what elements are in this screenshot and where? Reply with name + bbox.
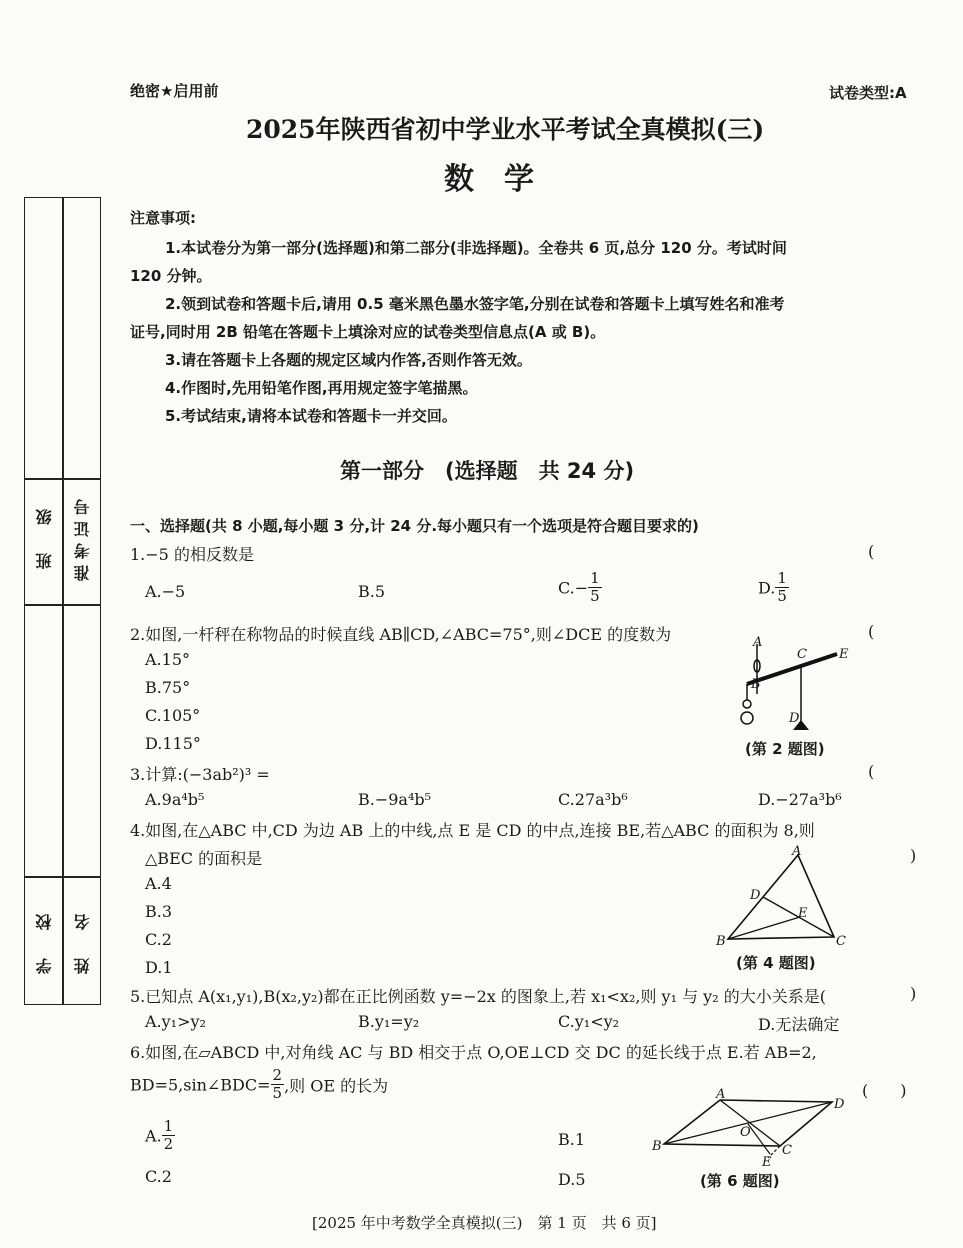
- q1-option-d: D. $\frac{1}{5}$: [758, 569, 787, 606]
- binding-line-3: [25, 876, 100, 878]
- subject-title: 数 学: [444, 162, 534, 197]
- q4-stem-line1: 4.如图,在△ABC 中,CD 为边 AB 上的中线,点 E 是 CD 的中点,连接 BE,若△ABC 的面积为 8,则: [130, 821, 815, 840]
- q6-option-b: B.1: [558, 1130, 586, 1149]
- q6-option-c: C.2: [145, 1167, 172, 1186]
- notice-line-5: 3.请在答题卡上各题的规定区域内作答,否则作答无效。: [165, 351, 532, 369]
- q1-option-a: A.−5: [145, 582, 186, 601]
- paper-type: 试卷类型:A: [829, 84, 907, 102]
- q2-label-d: D: [789, 711, 800, 726]
- q5-option-d: D.无法确定: [758, 1015, 840, 1034]
- q6-stem-line1: 6.如图,在▱ABCD 中,对角线 AC 与 BD 相交于点 O,OE⊥CD 交 DC 的延长线于点 E.若 AB=2,: [130, 1043, 817, 1062]
- q6-label-e: E: [762, 1155, 772, 1168]
- notice-heading: 注意事项:: [130, 209, 196, 227]
- q5-option-c: C.y₁<y₂: [558, 1012, 620, 1031]
- q2-option-b: B.75°: [145, 678, 191, 697]
- binding-line-2: [25, 604, 100, 606]
- q4-label-a: A: [792, 844, 802, 859]
- q3-stem: 3.计算:(−3ab²)³ =: [130, 765, 270, 784]
- q6-label-c: C: [782, 1143, 792, 1158]
- binding-line-1: [25, 478, 100, 480]
- q4-label-e: E: [798, 906, 808, 921]
- notice-line-7: 5.考试结束,请将本试卷和答题卡一并交回。: [165, 407, 457, 425]
- exam-number-label: 准考证号: [73, 493, 92, 581]
- notice-line-6: 4.作图时,先用铅笔作图,再用规定签字笔描黑。: [165, 379, 478, 397]
- q2-option-c: C.105°: [145, 706, 201, 725]
- q2-scale-figure: [735, 632, 860, 737]
- q5-stem: 5.已知点 A(x₁,y₁),B(x₂,y₂)都在正比例函数 y=−2x 的图象上,若 x₁<x₂,则 y₁ 与 y₂ 的大小关系是(: [130, 987, 826, 1006]
- q4-label-b: B: [716, 934, 726, 949]
- q4-option-c: C.2: [145, 930, 172, 949]
- q2-option-a: A.15°: [145, 650, 190, 669]
- exam-title: 2025年陕西省初中学业水平考试全真模拟(三): [246, 115, 765, 144]
- section-heading: 一、选择题(共 8 小题,每小题 3 分,计 24 分.每小题只有一个选项是符合题目要求的): [130, 517, 699, 535]
- q2-label-b: B: [751, 677, 761, 692]
- page-footer: [2025 年中考数学全真模拟(三) 第 1 页 共 6 页]: [312, 1214, 657, 1232]
- q4-paren: ): [910, 846, 917, 865]
- q4-triangle: [728, 855, 834, 939]
- q6-label-a: A: [716, 1088, 726, 1102]
- q4-stem-line2: △BEC 的面积是: [145, 849, 263, 868]
- q6-label-o: O: [740, 1125, 751, 1140]
- q5-paren: ): [910, 984, 917, 1003]
- notice-line-1: 1.本试卷分为第一部分(选择题)和第二部分(非选择题)。全卷共 6 页,总分 120 分。考试时间: [165, 239, 787, 257]
- q1-option-b: B.5: [358, 582, 386, 601]
- q2-caption: (第 2 题图): [745, 740, 825, 758]
- q4-label-c: C: [836, 934, 846, 949]
- q1-stem: 1.−5 的相反数是: [130, 545, 254, 564]
- q3-option-a: A.9a⁴b⁵: [145, 790, 205, 809]
- q2-stem: 2.如图,一杆秤在称物品的时候直线 AB∥CD,∠ABC=75°,则∠DCE 的度数为: [130, 625, 672, 644]
- q1-option-c: C.− $\frac{1}{5}$: [558, 569, 600, 606]
- q6-label-d: D: [834, 1097, 845, 1112]
- notice-line-2: 120 分钟。: [130, 267, 212, 285]
- q2-option-d: D.115°: [145, 734, 201, 753]
- class-label: 班 级: [35, 503, 54, 569]
- q4-option-b: B.3: [145, 902, 173, 921]
- q6-paren: ( ): [862, 1081, 907, 1100]
- q6-stem-line2: BD=5,sin∠BDC= $\frac{2}{5}$ ,则 OE 的长为: [130, 1066, 389, 1103]
- binding-divider: [62, 198, 64, 1004]
- q4-option-d: D.1: [145, 958, 173, 977]
- q3-option-d: D.−27a³b⁶: [758, 790, 842, 809]
- q4-option-a: A.4: [145, 874, 172, 893]
- q6-label-b: B: [652, 1139, 662, 1154]
- name-label: 姓 名: [73, 908, 92, 974]
- q6-option-a: A. $\frac{1}{2}$: [145, 1117, 174, 1154]
- q6-parallelogram-figure: [650, 1088, 850, 1168]
- q1-paren: (: [868, 542, 875, 561]
- notice-line-4: 证号,同时用 2B 铅笔在答题卡上填涂对应的试卷类型信息点(A 或 B)。: [130, 323, 606, 341]
- q3-paren: (: [868, 762, 875, 781]
- secret-mark: 绝密★启用前: [130, 82, 219, 100]
- q2-paren: (: [868, 622, 875, 641]
- q5-option-a: A.y₁>y₂: [145, 1012, 206, 1031]
- part1-heading: 第一部分 (选择题 共 24 分): [340, 459, 635, 483]
- binding-box: [24, 197, 101, 1005]
- q5-option-b: B.y₁=y₂: [358, 1012, 420, 1031]
- q2-label-e: E: [839, 647, 849, 662]
- q4-caption: (第 4 题图): [736, 954, 816, 972]
- school-label: 学 校: [35, 908, 54, 974]
- q4-label-d: D: [750, 888, 761, 903]
- q2-label-a: A: [753, 635, 763, 650]
- q4-triangle-figure: [712, 843, 862, 951]
- q3-option-b: B.−9a⁴b⁵: [358, 790, 432, 809]
- q6-option-d: D.5: [558, 1170, 586, 1189]
- q6-caption: (第 6 题图): [700, 1172, 780, 1190]
- notice-line-3: 2.领到试卷和答题卡后,请用 0.5 毫米黑色墨水签字笔,分别在试卷和答题卡上填写姓名和准考: [165, 295, 785, 313]
- q3-option-c: C.27a³b⁶: [558, 790, 628, 809]
- q2-label-c: C: [797, 647, 807, 662]
